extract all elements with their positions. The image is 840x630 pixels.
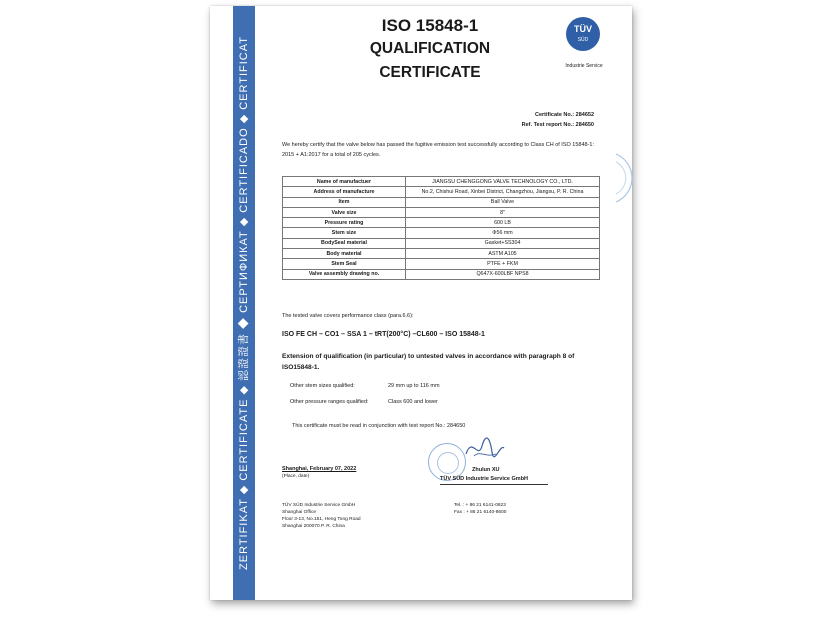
detail-label: BodySeal material: [283, 238, 406, 248]
table-row: [283, 238, 600, 248]
intro-paragraph: We hereby certify that the valve below has passed the fugitive emission test successfully according to Class CH of ISO 15848-1: 2015 + A1:2017 for a total of 205 cycles.: [282, 142, 595, 158]
place-date-caption: (Place, date): [282, 474, 310, 479]
detail-value: 600 LB: [406, 218, 600, 228]
signer-organization: TÜV SÜD Industrie Service GmbH: [440, 476, 529, 482]
table-row: [283, 207, 600, 217]
detail-label: Stem size: [283, 228, 406, 238]
certificate-number: Certificate No.: 284652: [535, 112, 594, 118]
table-row: [283, 249, 600, 259]
detail-value: ASTM A105: [406, 249, 600, 259]
certificate-title-standard: ISO 15848-1: [381, 16, 479, 35]
address-line: Floor 3-13, No.151, Heng Tong Road: [282, 517, 361, 522]
other-pressure-value: Class 600 and lower: [388, 399, 438, 405]
detail-label: Valve size: [283, 207, 406, 217]
table-row: [283, 269, 600, 279]
office-address: [282, 502, 361, 530]
detail-label: Pressure rating: [283, 218, 406, 228]
address-line: TÜV SÜD Industrie Service GmbH: [282, 503, 356, 508]
table-row: [283, 228, 600, 238]
detail-label: Body material: [283, 249, 406, 259]
test-report-number: Ref. Test report No.: 284650: [521, 122, 594, 128]
table-row: [283, 187, 600, 197]
detail-value: JIANGSU CHENGGONG VALVE TECHNOLOGY CO., LTD.: [406, 177, 600, 187]
detail-value: Gasket+SS304: [406, 238, 600, 248]
other-pressure-label: Other pressure ranges qualified:: [290, 399, 369, 405]
detail-value: Ball Valve: [406, 197, 600, 207]
address-line: Shanghai 200070 P. R. China: [282, 524, 345, 529]
signature-line: [440, 484, 548, 485]
other-stem-label: Other stem sizes qualified:: [290, 383, 355, 389]
extension-paragraph: Extension of qualification (in particular) to untested valves in accordance with paragraph 8 of ISO15848-1.: [282, 353, 575, 371]
detail-label: Stem Seal: [283, 259, 406, 269]
table-row: [283, 197, 600, 207]
seal-inner-ring: [437, 452, 459, 474]
detail-value: No.2, Chishui Road, Xinbei District, Changzhou, Jiangsu, P. R. China: [406, 187, 600, 197]
signer-name: Zhulun XU: [472, 467, 500, 473]
contact-info: [454, 502, 506, 516]
detail-value: Φ56 mm: [406, 228, 600, 238]
detail-value: Q647X-600LBF NPS8: [406, 269, 600, 279]
certificate-title-certificate: CERTIFICATE: [379, 64, 481, 81]
detail-value: PTFE + FKM: [406, 259, 600, 269]
detail-label: Valve assembly drawing no.: [283, 269, 406, 279]
logo-caption: Industrie Service: [565, 63, 603, 69]
valve-details-table: [282, 176, 600, 280]
detail-value: 8": [406, 207, 600, 217]
detail-label: Address of manufacture: [283, 187, 406, 197]
certificate-page: [210, 6, 632, 600]
performance-class-code: ISO FE CH – CO1 – SSA 1 – tRT(200°C) –CL600 – ISO 15848-1: [282, 331, 485, 338]
coverage-text: The tested valve covers performance class (para.6.6):: [282, 313, 414, 319]
contact-phone: Tel. : + 86 21 6141-0623: [454, 503, 506, 508]
read-conjunction-note: This certificate must be read in conjunction with test report No.: 284650: [292, 423, 466, 429]
logo-subtext: SÜD: [577, 37, 589, 43]
logo-text: TÜV: [574, 24, 592, 34]
side-band-text: ZERTIFIKAT ◆ CERTIFICATE ◆ 認證證書 ◆ СЕРТИФИКАТ ◆ CERTIFICADO ◆ CERTIFICAT: [238, 36, 250, 570]
table-row: [283, 218, 600, 228]
detail-label: Item: [283, 197, 406, 207]
certificate-title-qualification: QUALIFICATION: [369, 40, 491, 57]
detail-label: Name of manufactuer: [283, 177, 406, 187]
table-row: [283, 259, 600, 269]
table-row: [283, 177, 600, 187]
reference-numbers: [522, 110, 594, 130]
contact-fax: Fax : + 86 21 6140-8600: [454, 510, 507, 515]
other-stem-value: 29 mm up to 116 mm: [388, 383, 440, 389]
place-date: Shanghai, February 07, 2022: [282, 466, 357, 472]
partial-seal-edge-icon: [596, 148, 636, 208]
address-line: Shanghai Office: [282, 510, 317, 515]
tuv-logo-icon: [566, 17, 600, 51]
signature-icon: [462, 430, 508, 466]
